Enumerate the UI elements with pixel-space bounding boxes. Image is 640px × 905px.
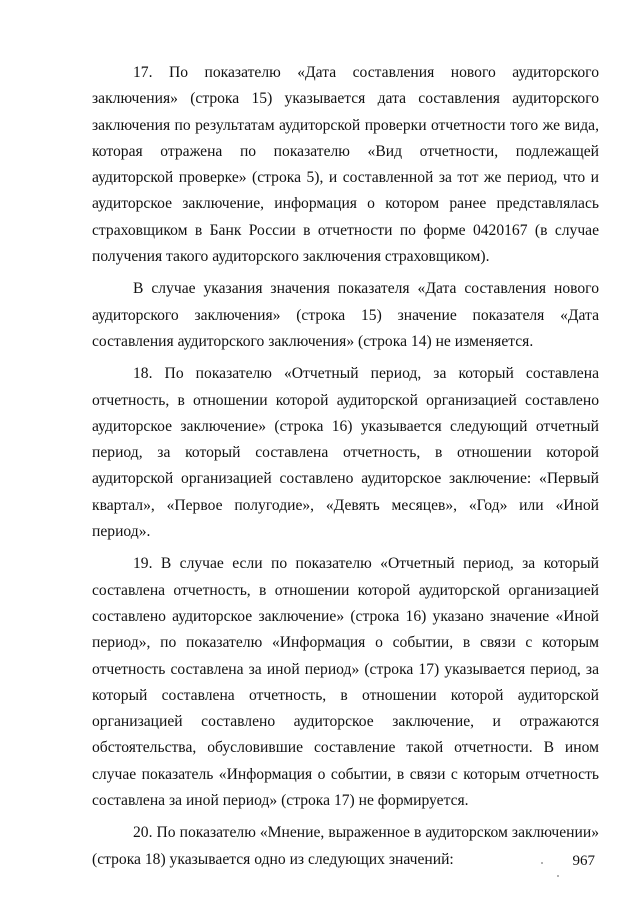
scan-speck — [541, 862, 543, 864]
paragraph-18: 18. По показателю «Отчетный период, за который составлена отчетность, в отношении которой аудиторской организацией составлено аудиторское заключение» (строка 16) указывается следующий отчетный период, за который составлена отчетность, в отношении которой аудиторской организацией составлено аудиторское заключение: «Первый квартал», «Первое полугодие», «Девять месяцев», «Год» или «Иной период». — [92, 365, 599, 541]
scan-speck — [557, 875, 559, 877]
paragraph-17-note: В случае указания значения показателя «Дата составления нового аудиторского заключения» (строка 15) значение показателя «Дата составления аудиторского заключения» (строка 14) не изменяется. — [92, 280, 599, 350]
document-body — [92, 60, 599, 879]
paragraph-19: 19. В случае если по показателю «Отчетный период, за который составлена отчетность, в отношении которой аудиторской организацией составлено аудиторское заключение» (строка 16) указано значение «Иной период», по показателю «Информация о событии, в связи с которым отчетность составлена за иной период» (строка 17) указывается период, за который составлена отчетность, в отношении которой аудиторской организацией составлено аудиторское заключение, и отражаются обстоятельства, обусловившие составление такой отчетности. В ином случае показатель «Информация о событии, в связи с которым отчетность составлена за иной период» (строка 17) не формируется. — [92, 555, 599, 810]
paragraph-20: 20. По показателю «Мнение, выраженное в аудиторском заключении» (строка 18) указывается одно из следующих значений: — [92, 824, 599, 868]
page-number: 967 — [572, 853, 595, 869]
paragraph-17: 17. По показателю «Дата составления нового аудиторского заключения» (строка 15) указывается дата составления аудиторского заключения по результатам аудиторской проверки отчетности того же вида, которая отражена по показателю «Вид отчетности, подлежащей аудиторской проверке» (строка 5), и составленной за тот же период, что и аудиторское заключение, информация о котором ранее представлялась страховщиком в Банк России в отчетности по форме 0420167 (в случае получения такого аудиторского заключения страховщиком). — [92, 64, 599, 266]
